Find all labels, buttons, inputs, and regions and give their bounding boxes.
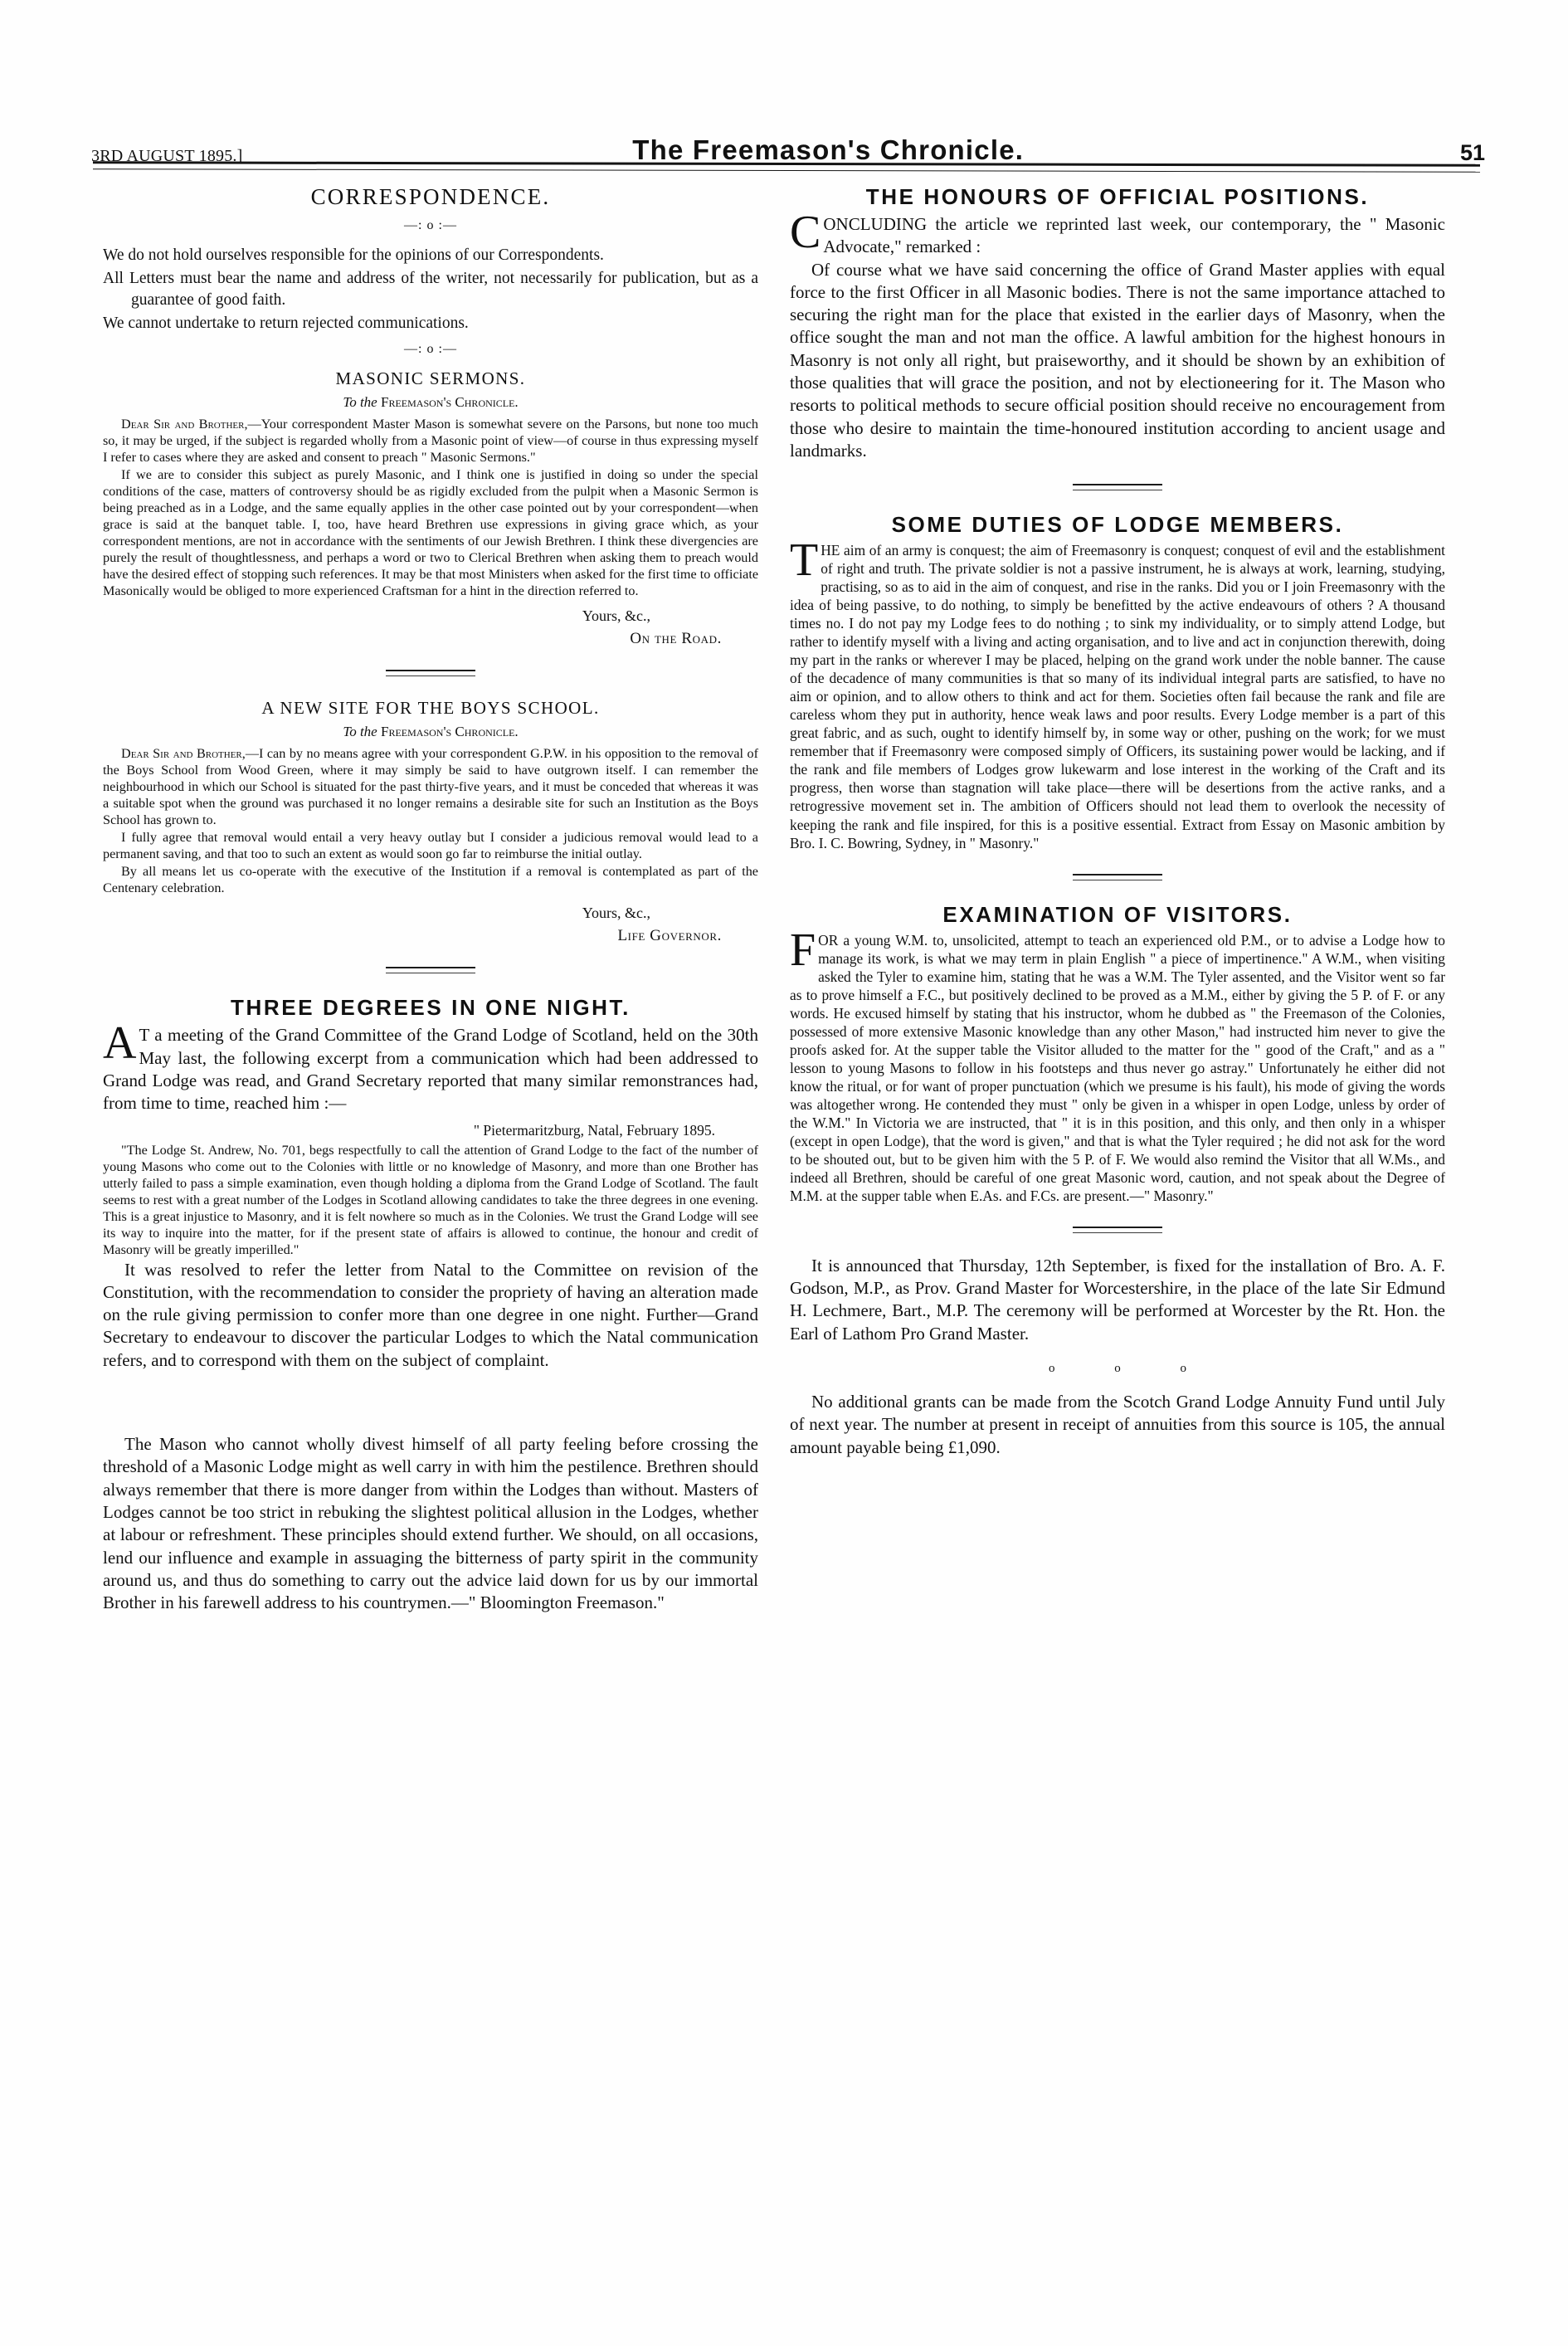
- three-degrees-lead: [103, 1017, 758, 1114]
- addressee-prefix: To the: [343, 394, 377, 411]
- salutation: Dear Sir and Brother,: [121, 417, 248, 432]
- addressee-name: Freemason's Chronicle.: [380, 394, 519, 411]
- drop-cap-a: A: [103, 1017, 137, 1070]
- letter-yours: Yours, &c.,: [582, 607, 650, 625]
- letter-paragraph: [103, 745, 758, 828]
- section-examination: [790, 902, 1445, 1205]
- article-paragraph: T a meeting of the Grand Committee of the Grand Lodge of Scotland, held on the 30th May last, the following excerpt from a communication which had been addressed to Grand Lodge was read, and Grand Secretary reported that many similar remonstrances had, from time to time, reached him :—: [103, 1025, 758, 1114]
- right-column: [790, 184, 1445, 1461]
- addressee-prefix: To the: [343, 724, 377, 740]
- section-divider: [386, 670, 475, 676]
- section-divider: [1073, 874, 1162, 880]
- letter-body-first: —Your correspondent Master Mason is somewhat severe on the Parsons, but none too much so, it may be urged, if the subject is regarded wholly from a Masonic point of view—of course in thus expressing myself I refer to cases where they are asked and consent to preach " Masonic Sermons.": [103, 417, 758, 466]
- ornament-top: —: o :—: [404, 218, 457, 232]
- letter-paragraph: By all means let us co-operate with the executive of the Institution if a removal is contemplated as part of the Centenary celebration.: [103, 864, 758, 896]
- correspondence-note: We cannot undertake to return rejected communications.: [103, 315, 469, 333]
- page-number: 51: [1459, 140, 1485, 165]
- publication-title: The Freemason's Chronicle.: [632, 134, 1025, 165]
- section-correspondence: [103, 184, 758, 357]
- correspondence-heading: CORRESPONDENCE.: [310, 184, 551, 209]
- article-paragraph: It was resolved to refer the letter from Natal to the Committee on revision of the Constitution, with the recommendation to consider the propriety of having an alteration made on the rule giving permission to confer more than one degree in one night. Further—Grand Secretary to endeavour to discover the particular Lodges to which the Natal communication refers, and to correspond with them on the subject of complaint.: [103, 1259, 758, 1370]
- issue-date: 3RD AUGUST 1895.]: [91, 147, 243, 165]
- note-paragraph: No additional grants can be made from the Scotch Grand Lodge Annuity Fund until July of next year. The number at present in receipt of annuities from this source is 105, the annual amount payable being £1,090.: [790, 1391, 1445, 1457]
- examination-lead: [790, 924, 1445, 1205]
- section-divider: [1073, 1227, 1162, 1233]
- left-column: [103, 184, 758, 1616]
- quoted-letter: "The Lodge St. Andrew, No. 701, begs respectfully to call the attention of Grand Lodge to the fact of the number of young Masons who come out to the Colonies with little or no knowledge of Masonry, and more than one Brother has utterly failed to pass a simple examination, even though holding a diploma from the Grand Lodge of Scotland. The fault seems to rest with a great number of the Lodges in Scotland allowing candidates to take the three degrees in one evening. This is a great injustice to Masonry, and it is felt nowhere so much as in the Colonies. We trust the Grand Lodge will see its way to inquire into the matter, for if the present state of affairs is allowed to continue, the honour and credit of Masonry will be greatly imperilled.": [103, 1142, 758, 1257]
- article-paragraph: OR a young W.M. to, unsolicited, attempt to teach an experienced old P.M., or to advise a Lodge how to manage its work, is what we may term in plain English " a piece of impertinence." A W.M., when visiting asked the Tyler to examine him, stating that he was a W.M. The Tyler assented, and the Visitor went so far as to prove himself a F.C., but positively declined to be proved as a M.M., either by giving the 5 P. of F. or any words. He excused himself by stating that his instructor, whom he dubbed as " the Freemason of the Colonies, possessed of more extensive Masonic knowledge than any other Mason," had instructed him never to give the proofs asked for. At the supper table the Visitor alluded to the matter for the " good of the Craft," and as a " lesson to young Masons to follow in his footsteps and thus never go astray." Unfortunately he either did not know the ritual, or for want of proper punctuation (which we presume is his fault), his mode of giving the words was altogether wrong. He contended they must " only be given in a whisper in open Lodge, unless by order of the W.M." In Victoria we are instructed, that " it is in this position, and this only, and then only in a whisper (except in open Lodge), that the word is given," and that is what the Tyler required ; he did not ask for the word to be shouted out, but to be given him with the 5 P. of F. We would also remind the Visitor that all W.Ms., and indeed all Brethren, should be careful of one great Masonic word, caution, and not speak about the Degree of M.M. at the supper table when E.As. and F.Cs. are present.—" Masonry.": [790, 931, 1445, 1204]
- note-paragraph: The Mason who cannot wholly divest himself of all party feeling before crossing the threshold of a Masonic Lodge might as well carry in with him the pestilence. Brethren should always remember that there is more danger from within the Lodges than without. Masters of Lodges cannot be too strict in rebuking the slightest political allusion in the Lodges, whether at labour or refreshment. These principles should extend further. We should, on all occasions, lend our influence and example in assuaging the bitterness of party spirit in the community around us, and thus do something to carry out the advice laid down for us by our immortal Brother in his farewell address to his countrymen.—" Bloomington Freemason.": [103, 1434, 758, 1613]
- examination-heading: EXAMINATION OF VISITORS.: [942, 901, 1293, 927]
- ornament-bottom: —: o :—: [404, 342, 457, 357]
- boys-school-heading: A NEW SITE FOR THE BOYS SCHOOL.: [261, 698, 600, 719]
- article-paragraph: Of course what we have said concerning the office of Grand Master applies with equal force to the first Officer in all Masonic bodies. There is not the same importance attached to securing the right man for the place that existed in the earlier days of Masonry, when the office sought the man and not man the office. A lawful ambition for the highest honours in Masonry is not only all right, but praiseworthy, and it should be shown by an exhibition of those qualities that will grace the position, and not by electioneering for it. The Mason who resorts to political methods to secure official position should receive no encouragement from those who desire to maintain the time-honoured institution according to ancient usage and landmarks.: [790, 259, 1445, 461]
- salutation: Dear Sir and Brother,: [121, 746, 246, 762]
- section-masonic-sermons: [103, 368, 758, 648]
- note-paragraph: It is announced that Thursday, 12th September, is fixed for the installation of Bro. A. F. Godson, M.P., as Prov. Grand Master for Worcestershire, in the place of the late Sir Edmund H. Lechmere, Bart., M.P. The ceremony will be performed at Worcester by the Rt. Hon. the Earl of Lathom Pro Grand Master.: [790, 1255, 1445, 1344]
- ornament-dots: o o o: [1049, 1361, 1215, 1375]
- letter-paragraph: [103, 416, 758, 466]
- letter-signature: Life Governor.: [617, 927, 722, 945]
- letter-addressee: [103, 724, 758, 740]
- section-three-degrees: [103, 995, 758, 1372]
- section-honours: [790, 184, 1445, 462]
- letter-body-first: —I can by no means agree with your correspondent G.P.W. in his opposition to the removal of the Boys School from Wood Green, where it may simply be said to have outgrown itself. I can remember the neighbourhood in which our School is situated for the past thirty-five years, and it must be conceded that whereas it was a suitable spot when the ground was purchased it no longer remains a desirable site for such an Institution as the Boys School has grown to.: [103, 746, 758, 828]
- section-boys-school: [103, 698, 758, 945]
- quote-dateline: " Pietermaritzburg, Natal, February 1895.: [473, 1121, 715, 1139]
- section-party-feeling: [103, 1433, 758, 1614]
- section-duties: [790, 512, 1445, 851]
- drop-cap-f: F: [790, 924, 816, 976]
- section-installation-note: [790, 1255, 1445, 1345]
- honours-lead: [790, 207, 1445, 259]
- section-divider: [1073, 484, 1162, 490]
- correspondence-note: All Letters must bear the name and address of the writer, not necessarily for publication, but as a guarantee of good faith.: [103, 270, 758, 309]
- duties-lead: [790, 534, 1445, 851]
- duties-heading: SOME DUTIES OF LODGE MEMBERS.: [891, 512, 1344, 538]
- masonic-sermons-heading: MASONIC SERMONS.: [335, 368, 526, 389]
- correspondence-note: We do not hold ourselves responsible for the opinions of our Correspondents.: [103, 246, 604, 264]
- article-paragraph: ONCLUDING the article we reprinted last week, our contemporary, the " Masonic Advocate," remarked :: [823, 214, 1445, 257]
- addressee-name: Freemason's Chronicle.: [380, 724, 519, 740]
- letter-paragraph: If we are to consider this subject as purely Masonic, and I think one is justified in doing so under the special conditions of the case, matters of controversy should be as rigidly excluded from the pulpit when a Masonic Sermon is being preached as in a Lodge, and the same equally applies in the other case pointed out by your correspondent—when grace is said at the banquet table. I, too, have heard Brethren use expressions in giving grace which, as your correspondent mentions, are not in accordance with the sentiments of our Jewish Brethren. I think these divergencies are purely the result of thoughtlessness, and perhaps a word or two to Clerical Brethren when asking them to preach would have the desired effect of stopping such references. It may be that most Ministers when asked for the first time to officiate Masonically would be obliged to more experienced Craftsman for a hint in the direction referred to.: [103, 467, 758, 599]
- honours-heading: THE HONOURS OF OFFICIAL POSITIONS.: [865, 184, 1370, 209]
- letter-yours: Yours, &c.,: [582, 905, 650, 922]
- three-degrees-heading: THREE DEGREES IN ONE NIGHT.: [231, 995, 631, 1021]
- letter-paragraph: I fully agree that removal would entail a very heavy outlay but I consider a judicious removal would lead to a permanent saving, and that too to such an extent as would soon go far to reimburse the initial outlay.: [103, 830, 758, 862]
- masthead-rule: [93, 161, 1480, 173]
- drop-cap-c: C: [790, 207, 821, 258]
- article-paragraph: HE aim of an army is conquest; the aim of Freemasonry is conquest; conquest of evil and the establishment of right and truth. The private soldier is not a passive instrument, he is always at work, learning, studying, practising, so as to aid in the aim of conquest, and rise in the ranks. Did you or I join Freemasonry with the idea of being passive, to do nothing, to simply be benefitted by the active endeavours of others ? A thousand times no. I do not pay my Lodge fees to do nothing ; to sink my individuality, or to simply attend Lodge, but rather to identify myself with a living and acting organisation, and to live and act in conjunction therewith, doing my part in the ranks or wherever I may be placed, helping on the grand work under the noble banner. The cause of the decadence of many communities is that so many of its individual integral parts are satisfied, to have no aim or opinion, and to allow others to think and act for them. Societies often fail because the rank and file are careless whom they put in authority, hence weak laws and poor results. Every Lodge member is a part of this great fabric, and as such, ought to identify himself by, in some way or other, pushing on the work; for we must remember that if Freemasonry were composed simply of Officers, its sustaining power would be lacking, and if the rank and file members of Lodges grow lukewarm and lose interest in the working of the Craft and its progress, then worse than stagnation will take place—there will be desertions from the active ranks, and a retrogressive movement set in. The ambition of Officers should not lead them to overlook the necessity of keeping the rank and file inspired, for this is a positive essential. Extract from Essay on Masonic ambition by Bro. I. C. Bowring, Sydney, in " Masonry.": [790, 542, 1445, 851]
- letter-signature: On the Road.: [630, 630, 722, 648]
- section-divider: [386, 967, 475, 973]
- masthead: [91, 116, 1485, 166]
- drop-cap-t: T: [790, 534, 819, 587]
- section-grants-note: [790, 1391, 1445, 1459]
- letter-addressee: [103, 394, 758, 411]
